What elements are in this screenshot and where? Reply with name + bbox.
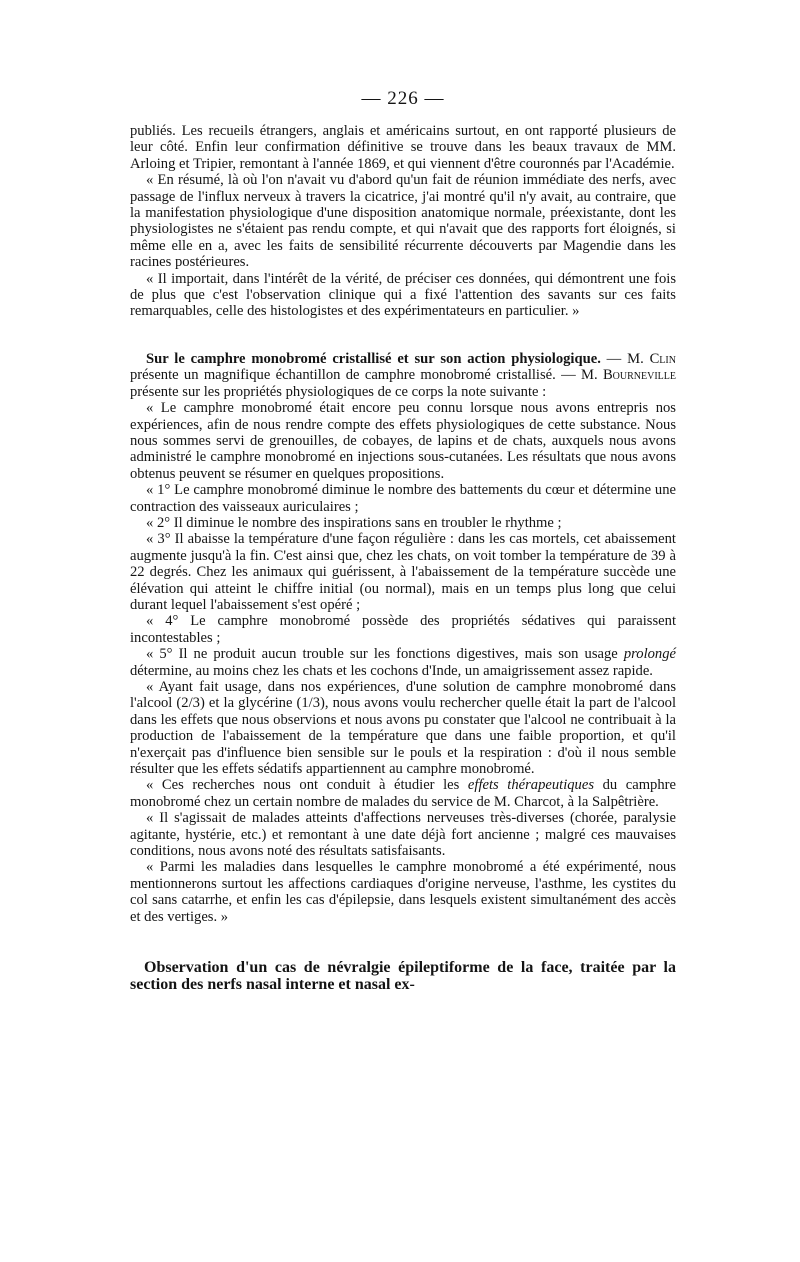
paragraph: « 3° Il abaisse la température d'une façon régulière : dans les cas mortels, cet abaissement augmente jusqu'à la fin. C'est ainsi que, chez les chats, on voit tomber la température de 39 à 22 degrés. Chez les animaux qui guérissent, à l'abaissement de la température succède une élévation qui atteint le chiffre initial (ou normal), mais en un temps plus long que celui durant lequel l'abaissement s'est opéré ; [130,531,676,613]
section-title: Sur le camphre monobromé cristallisé et sur son action physiologique. [146,350,601,367]
paragraph: « Le camphre monobromé était encore peu connu lorsque nous avons entrepris nos expériences, afin de nous rendre compte des effets physiologiques de cette substance. Nous nous sommes servi de grenouilles, de cobayes, de lapins et de chats, auxquels nous avons administré le camphre monobromé en injections sous-cutanées. Les résultats que nous avons obtenus peuvent se résumer en quelques propositions. [130,400,676,482]
emphasis-text: prolongé [623,646,676,663]
paragraph: « Parmi les maladies dans lesquelles le camphre monobromé a été expérimenté, nous mentionnerons surtout les affections cardiaques d'origine nerveuse, l'asthme, les cystites du col sans catarrhe, et enfin les cas d'épilepsie, dans lesquels existent simultanément des accès et des vertiges. » [130,859,676,925]
document-page [130,88,676,993]
intro-text: présente sur les propriétés physiologiques de ce corps la note suivante : [130,383,547,400]
paragraph-text: « Ces recherches nous ont conduit à étudier les [146,777,468,794]
paragraph: « Ayant fait usage, dans nos expériences, d'une solution de camphre monobromé dans l'alcool (2/3) et la glycérine (1/3), nous avons voulu rechercher quelle était la part de l'alcool dans les effets que nous observions et nous avons pu constater que l'alcool ne contribuait à la production de l'abaissement de la température que dans une faible proportion, et qu'il n'exerçait pas d'influence bien sensible sur le pouls et la respiration : d'où il nous semble résulter que les effets sédatifs appartiennent au camphre monobromé. [130,679,676,778]
paragraph: « En résumé, là où l'on n'avait vu d'abord qu'un fait de réunion immédiate des nerfs, avec passage de l'influx nerveux à travers la cicatrice, j'ai montré qu'il n'y avait, au contraire, que la manifestation physiologique d'une disposition anatomique normale, préexistante, dont les physiologistes ne s'étaient pas rendu compte, et qui n'avait que des rapports fort éloignés, si même elle en a, avec les faits de sensibilité récurrente découverts par Magendie dans les racines postérieures. [130,172,676,271]
paragraph: « Il importait, dans l'intérêt de la vérité, de préciser ces données, qui démontrent une fois de plus que c'est l'observation clinique qui a fixé l'attention des savants sur ces faits remarquables, celle des histologistes et des expérimentateurs en particulier. » [130,270,676,320]
intro-text: présente un magnifique échantillon de camphre monobromé cristallisé. — M. [130,367,603,384]
intro-text: — M. [600,350,650,367]
emphasis-text: effets thérapeutiques [467,777,595,794]
paragraph: « 4° Le camphre monobromé possède des propriétés sédatives qui paraissent incontestables ; [130,613,676,646]
section-title: Observation d'un cas de névralgie épileptiforme de la face, traitée par la section des nerfs nasal interne et nasal ex- [130,959,676,994]
author-name-clin: Clin [649,350,676,367]
paragraph-text: du camphre monobromé chez un certain nombre de malades du service de M. Charcot, à la Salpêtrière. [130,777,676,810]
paragraph-text: détermine, au moins chez les chats et les cochons d'Inde, un amaigrissement assez rapide. [130,662,653,679]
paragraph: publiés. Les recueils étrangers, anglais et américains surtout, en ont rapporté plusieurs de leur côté. Enfin leur confirmation définitive se trouve dans les beaux travaux de MM. Arloing et Tripier, remontant à l'année 1869, et qui viennent d'être couronnés par l'Académie. [130,123,676,172]
section-intro-paragraph [130,351,676,400]
paragraph: « 1° Le camphre monobromé diminue le nombre des battements du cœur et détermine une contraction des vaisseaux auriculaires ; [130,482,676,515]
paragraph [130,777,676,810]
page-number: — 226 — [361,88,445,109]
paragraph: « Il s'agissait de malades atteints d'affections nerveuses très-diverses (chorée, paralysie agitante, hystérie, etc.) et remontant à une date déjà fort ancienne ; malgré ces mauvaises conditions, nous avons noté des résultats satisfaisants. [130,810,676,860]
section-observation [130,959,676,993]
paragraph-text: « 5° Il ne produit aucun trouble sur les fonctions digestives, mais son usage [146,646,624,663]
author-name-bourneville: Bourneville [602,367,676,384]
paragraph: « 2° Il diminue le nombre des inspirations sans en troubler le rhythme ; [146,514,562,531]
section-camphre [130,351,676,925]
continuation-text [130,123,676,320]
paragraph [130,646,676,679]
